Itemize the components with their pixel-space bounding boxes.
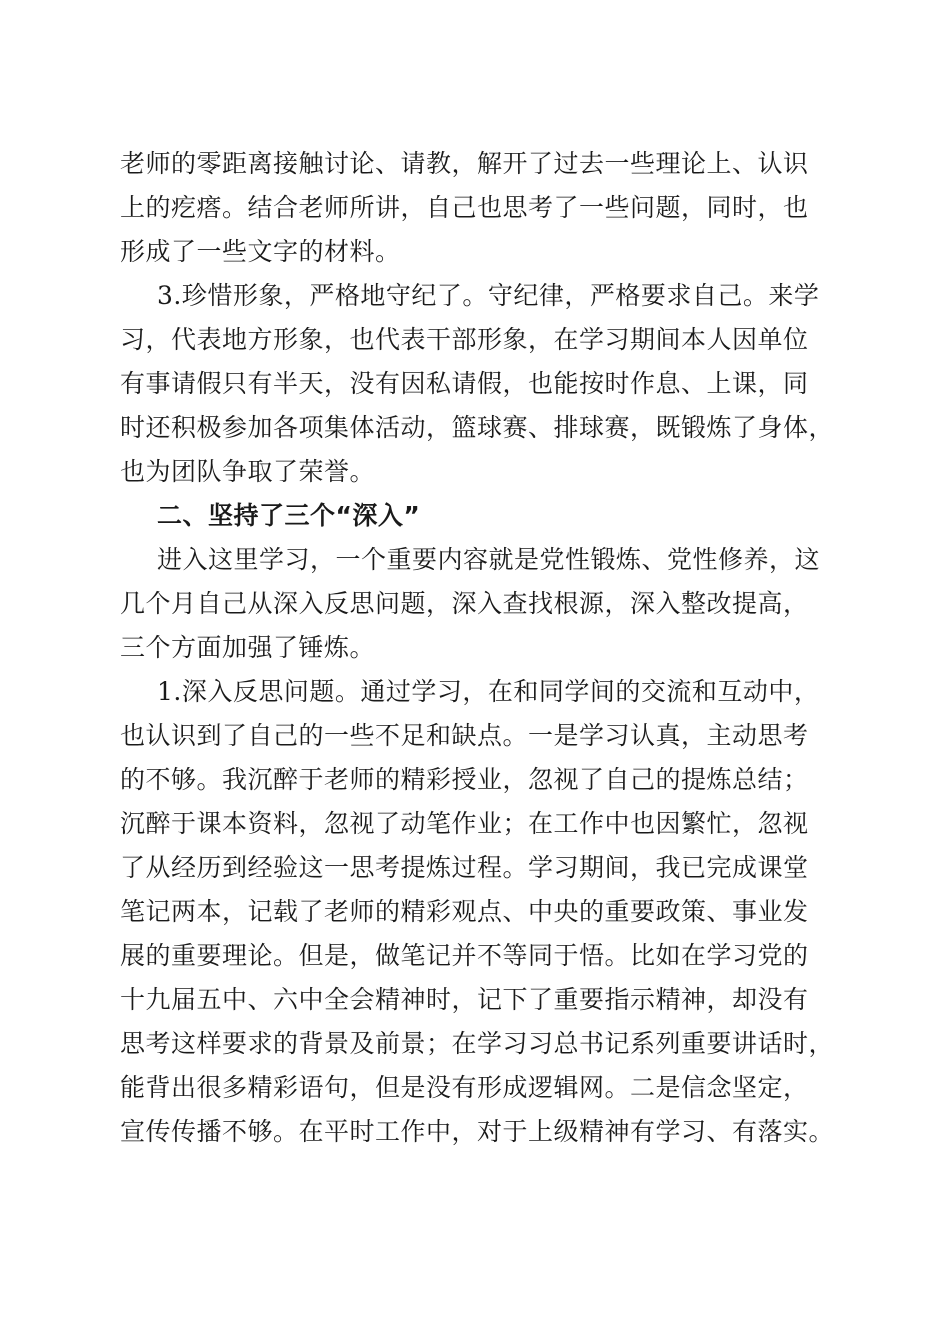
text-line: 十九届五中、六中全会精神时，记下了重要指示精神，却没有 (120, 985, 809, 1014)
text-line: 习，代表地方形象，也代表干部形象，在学习期间本人因单位 (120, 325, 809, 354)
text-line: 了从经历到经验这一思考提炼过程。学习期间，我已完成课堂 (120, 853, 809, 882)
text-line: 上的疙瘩。结合老师所讲，自己也思考了一些问题，同时，也 (120, 193, 809, 222)
text-line: 形成了一些文字的材料。 (120, 237, 401, 266)
text-line: 也认识到了自己的一些不足和缺点。一是学习认真，主动思考 (120, 721, 809, 750)
text-line: 几个月自己从深入反思问题，深入查找根源，深入整改提高， (120, 589, 809, 618)
text-line: 1.深入反思问题。通过学习，在和同学间的交流和互动中， (157, 677, 820, 706)
text-line: 思考这样要求的背景及前景；在学习习总书记系列重要讲话时， (120, 1029, 835, 1058)
text-line: 沉醉于课本资料，忽视了动笔作业；在工作中也因繁忙，忽视 (120, 809, 809, 838)
text-line: 有事请假只有半天，没有因私请假，也能按时作息、上课，同 (120, 369, 809, 398)
text-line: 的不够。我沉醉于老师的精彩授业，忽视了自己的提炼总结； (120, 765, 809, 794)
text-line: 老师的零距离接触讨论、请教，解开了过去一些理论上、认识 (120, 149, 809, 178)
text-line: 进入这里学习，一个重要内容就是党性锻炼、党性修养，这 (157, 545, 821, 574)
section-heading: 二、坚持了三个“深入” (157, 501, 421, 530)
text-line: 笔记两本，记载了老师的精彩观点、中央的重要政策、事业发 (120, 897, 809, 926)
text-line: 时还积极参加各项集体活动，篮球赛、排球赛，既锻炼了身体， (120, 413, 835, 442)
text-line: 能背出很多精彩语句，但是没有形成逻辑网。二是信念坚定， (120, 1073, 809, 1102)
text-line: 也为团队争取了荣誉。 (120, 457, 376, 486)
text-line: 宣传传播不够。在平时工作中，对于上级精神有学习、有落实。 (120, 1117, 835, 1146)
text-line: 三个方面加强了锤炼。 (120, 633, 376, 662)
document-body (120, 142, 835, 1154)
text-line: 3.珍惜形象，严格地守纪了。守纪律，严格要求自己。来学 (157, 281, 820, 310)
text-line: 展的重要理论。但是，做笔记并不等同于悟。比如在学习党的 (120, 941, 809, 970)
